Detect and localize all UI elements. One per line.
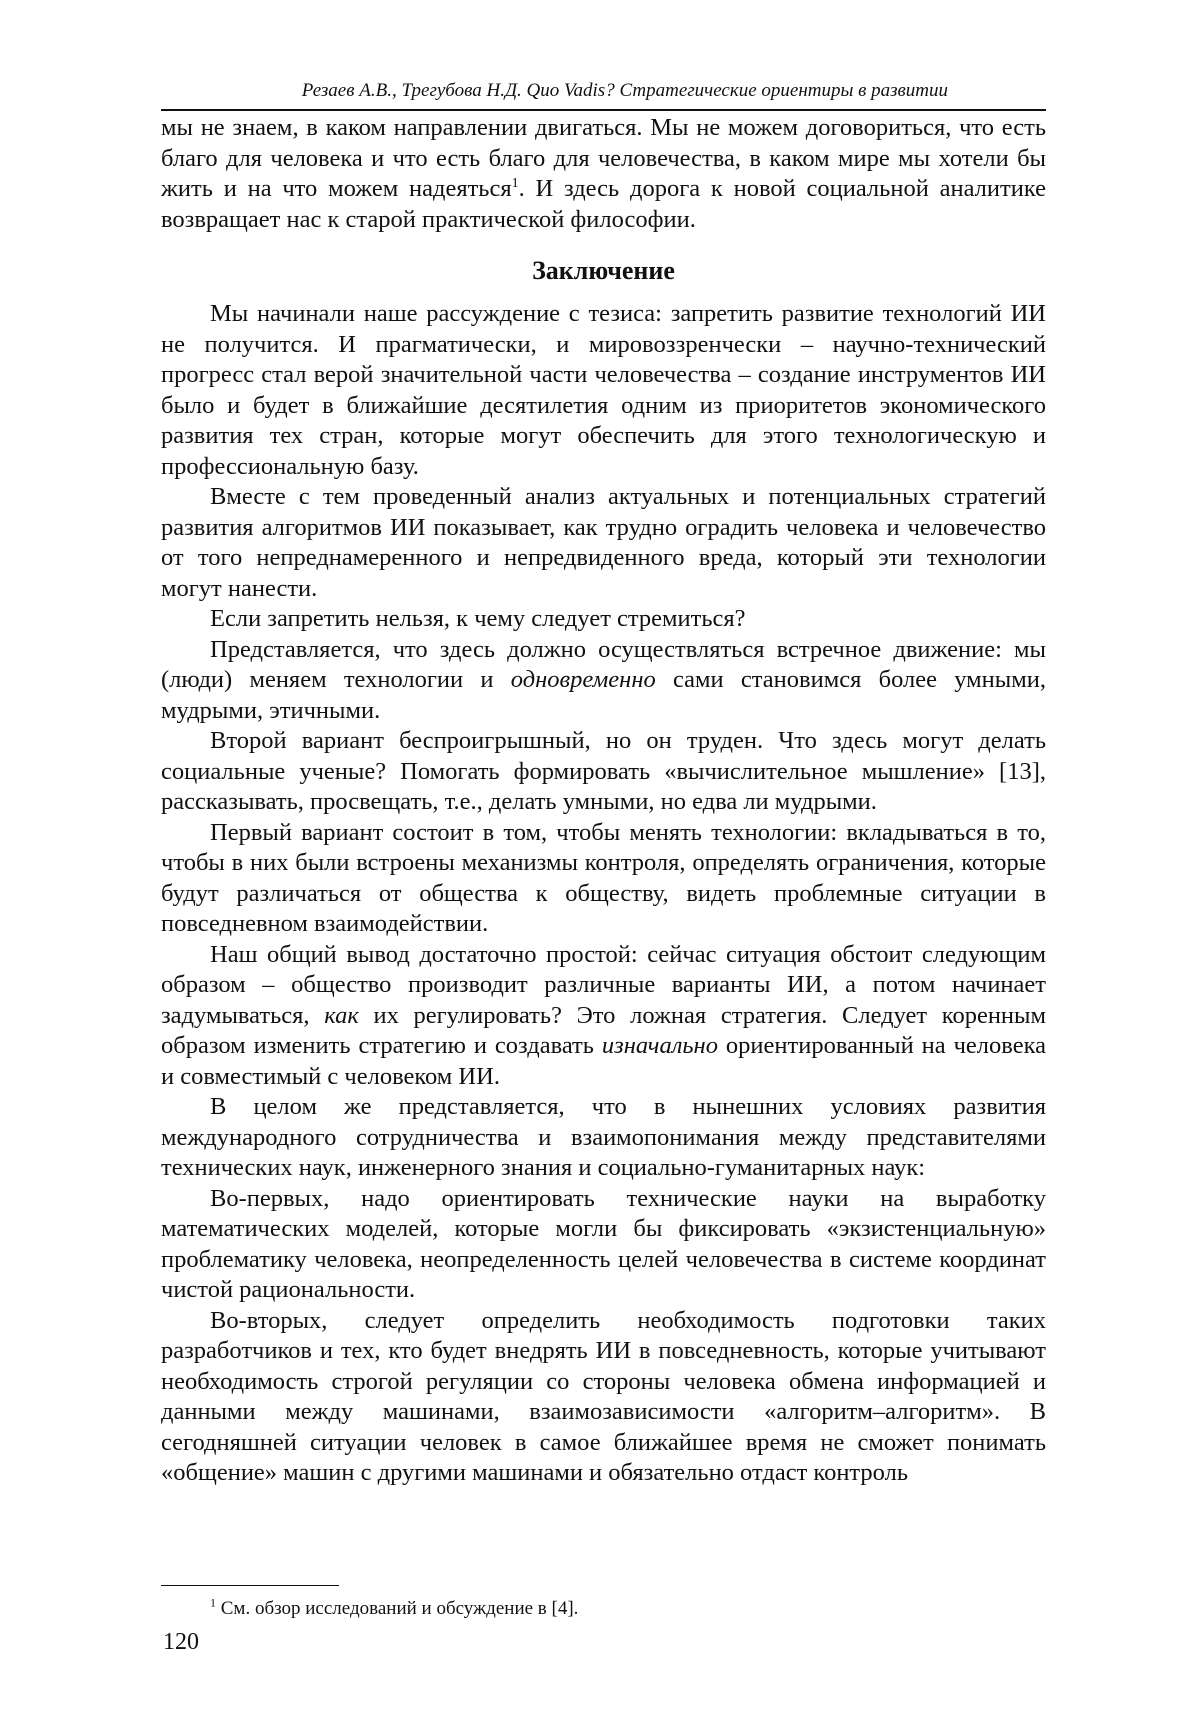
emphasis-text: как xyxy=(324,1001,359,1029)
paragraph-continuation xyxy=(161,113,1046,235)
paragraph: Мы начинали наше рассуждение с тезиса: запретить развитие технологий ИИ не получится. И прагматически, и мировоззренчески – научно-технический прогресс стал верой значительной части человечества – создание инструментов ИИ было и будет в ближайшие десятилетия одним из приоритетов экономического развития тех стран, которые могут обеспечить для этого технологическую и профессиональную базу. xyxy=(161,300,1046,480)
paragraph xyxy=(161,940,1046,1093)
paragraph-text: их регулировать? Это ложная стратегия. Следует коренным образом изменить стратегию и создавать xyxy=(161,1001,1046,1059)
paragraph: Вместе с тем проведенный анализ актуальных и потенциальных стратегий развития алгоритмов ИИ показывает, как трудно оградить человека и человечество от того непреднамеренного и непредвиденного вреда, который эти технологии могут нанести. xyxy=(161,483,1046,602)
paragraph-text: Наш общий вывод достаточно простой: сейчас ситуация обстоит следующим образом – общество производит различные варианты ИИ, а потом начинает задумываться, xyxy=(161,940,1046,1029)
footnote-rule xyxy=(161,1585,339,1586)
running-head: Резаев А.В., Трегубова Н.Д. Quo Vadis? Стратегические ориентиры в развитии xyxy=(301,80,948,101)
paragraph: Если запретить нельзя, к чему следует стремиться? xyxy=(210,605,746,632)
paragraph: Второй вариант беспроигрышный, но он труден. Что здесь могут делать социальные ученые? Помогать формировать «вычислительное мышление» [13], рассказывать, просвещать, т.е., делать умными, но едва ли мудрыми. xyxy=(161,727,1046,815)
footnote xyxy=(210,1595,579,1620)
page-number: 120 xyxy=(163,1629,199,1655)
paragraph: В целом же представляется, что в нынешних условиях развития международного сотрудничества и взаимопонимания между представителями технических наук, инженерного знания и социально-гуманитарных наук: xyxy=(161,1093,1046,1181)
paragraph-text: ориентированный на человека и совместимый с человеком ИИ. xyxy=(161,1032,1046,1090)
footnote-marker: 1 xyxy=(210,1595,216,1610)
paragraph-text: Представляется, что здесь должно осуществляться встречное движение: мы (люди) меняем технологии и xyxy=(161,635,1046,693)
paragraph-text: мы не знаем, в каком направлении двигаться. Мы не можем договориться, что есть благо для человека и что есть благо для человечества, в каком мире мы хотели бы жить и на что можем надеяться xyxy=(161,114,1046,202)
paragraph-text: . И здесь дорога к новой социальной аналитике возвращает нас к старой практической философии. xyxy=(161,175,1046,233)
paragraph-text: сами становимся более умными, мудрыми, этичными. xyxy=(161,666,1046,724)
footnote-text: См. обзор исследований и обсуждение в [4]. xyxy=(216,1598,579,1619)
paragraph: Во-вторых, следует определить необходимость подготовки таких разработчиков и тех, кто будет внедрять ИИ в повседневность, которые учитывают необходимость строгой регуляции со стороны человека обмена информацией и данными между машинами, взаимозависимости «алгоритм–алгоритм». В сегодняшней ситуации человек в самое ближайшее время не сможет понимать «общение» машин с другими машинами и обязательно отдаст контроль xyxy=(161,1306,1046,1486)
header-rule xyxy=(161,109,1046,111)
section-heading: Заключение xyxy=(532,256,675,285)
emphasis-text: изначально xyxy=(601,1032,718,1059)
footnote-reference[interactable]: 1 xyxy=(511,175,519,191)
paragraph xyxy=(161,635,1046,727)
page-content xyxy=(161,78,1046,1489)
paragraph: Во-первых, надо ориентировать технические науки на выработку математических моделей, которые могли бы фиксировать «экзистенциальную» проблематику человека, неопределенность целей человечества в системе координат чистой рациональности. xyxy=(161,1184,1046,1303)
emphasis-text: одновременно xyxy=(510,666,656,693)
paragraph: Первый вариант состоит в том, чтобы менять технологии: вкладываться в то, чтобы в них были встроены механизмы контроля, определять ограничения, которые будут различаться от общества к обществу, видеть проблемные ситуации в повседневном взаимодействии. xyxy=(161,818,1046,937)
